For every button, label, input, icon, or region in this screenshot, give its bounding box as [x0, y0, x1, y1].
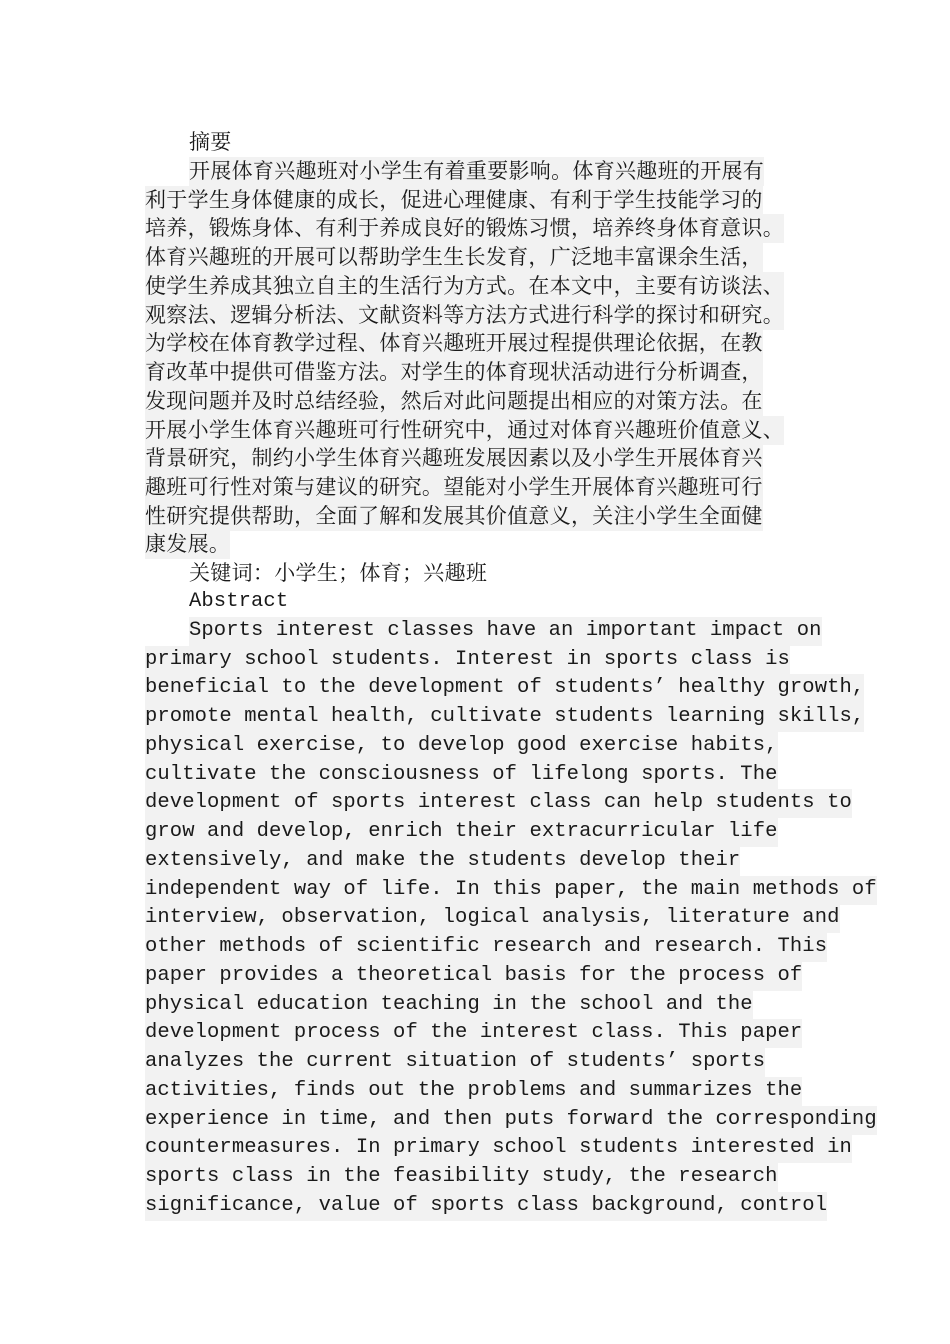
abstract-cn-line: 体育兴趣班的开展可以帮助学生生长发育，广泛地丰富课余生活， — [145, 243, 763, 272]
abstract-en-line: primary school students. Interest in sports class is — [145, 646, 790, 675]
abstract-cn-line: 利于学生身体健康的成长，促进心理健康、有利于学生技能学习的 — [145, 186, 763, 215]
abstract-en-line: analyzes the current situation of students’ sports — [145, 1048, 765, 1077]
abstract-en-line: grow and develop, enrich their extracurricular life — [145, 818, 778, 847]
abstract-en-line: promote mental health, cultivate students learning skills, — [145, 703, 864, 732]
abstract-cn-line: 育改革中提供可借鉴方法。对学生的体育现状活动进行分析调查， — [145, 358, 763, 387]
abstract-en-line: activities, finds out the problems and summarizes the — [145, 1077, 802, 1106]
abstract-en-line: development of sports interest class can help students to — [145, 789, 852, 818]
abstract-en-line: countermeasures. In primary school students interested in — [145, 1134, 852, 1163]
abstract-cn-line: 培养，锻炼身体、有利于养成良好的锻炼习惯，培养终身体育意识。 — [145, 214, 784, 243]
abstract-cn-line: 开展小学生体育兴趣班可行性研究中，通过对体育兴趣班价值意义、 — [145, 416, 784, 445]
abstract-cn-line: 性研究提供帮助，全面了解和发展其价值意义，关注小学生全面健 — [145, 502, 763, 531]
abstract-cn-line: 为学校在体育教学过程、体育兴趣班开展过程提供理论依据，在教 — [145, 329, 763, 358]
abstract-en-line: independent way of life. In this paper, the main methods of — [145, 876, 877, 905]
abstract-en-line: physical education teaching in the school and the — [145, 991, 753, 1020]
abstract-en-line: physical exercise, to develop good exercise habits, — [145, 732, 778, 761]
abstract-cn-line: 康发展。 — [145, 530, 230, 559]
abstract-en-line: Sports interest classes have an important impact on — [189, 617, 822, 646]
abstract-en-line: paper provides a theoretical basis for the process of — [145, 962, 802, 991]
abstract-cn-line: 使学生养成其独立自主的生活行为方式。在本文中，主要有访谈法、 — [145, 272, 784, 301]
abstract-en-line: beneficial to the development of students’ healthy growth, — [145, 674, 864, 703]
abstract-en-line: significance, value of sports class background, control — [145, 1192, 827, 1221]
abstract-en-line: extensively, and make the students develop their — [145, 847, 740, 876]
abstract-en-line: development process of the interest class. This paper — [145, 1019, 802, 1048]
abstract-cn-line: 趣班可行性对策与建议的研究。望能对小学生开展体育兴趣班可行 — [145, 473, 763, 502]
abstract-en-line: sports class in the feasibility study, the research — [145, 1163, 778, 1192]
abstract-cn-line: 观察法、逻辑分析法、文献资料等方法方式进行科学的探讨和研究。 — [145, 301, 784, 330]
abstract-en-line: interview, observation, logical analysis, literature and — [145, 904, 840, 933]
abstract-en-heading: Abstract — [189, 590, 289, 613]
abstract-cn-heading: 摘要 — [189, 130, 232, 154]
abstract-cn-line: 背景研究，制约小学生体育兴趣班发展因素以及小学生开展体育兴 — [145, 444, 763, 473]
abstract-cn-line: 发现问题并及时总结经验，然后对此问题提出相应的对策方法。在 — [145, 387, 763, 416]
abstract-en-line: experience in time, and then puts forward the corresponding — [145, 1106, 877, 1135]
abstract-cn-keywords: 关键词：小学生；体育；兴趣班 — [189, 561, 488, 585]
abstract-cn-line: 开展体育兴趣班对小学生有着重要影响。体育兴趣班的开展有 — [189, 157, 764, 186]
abstract-en-line: other methods of scientific research and research. This — [145, 933, 827, 962]
abstract-en-line: cultivate the consciousness of lifelong sports. The — [145, 761, 778, 790]
